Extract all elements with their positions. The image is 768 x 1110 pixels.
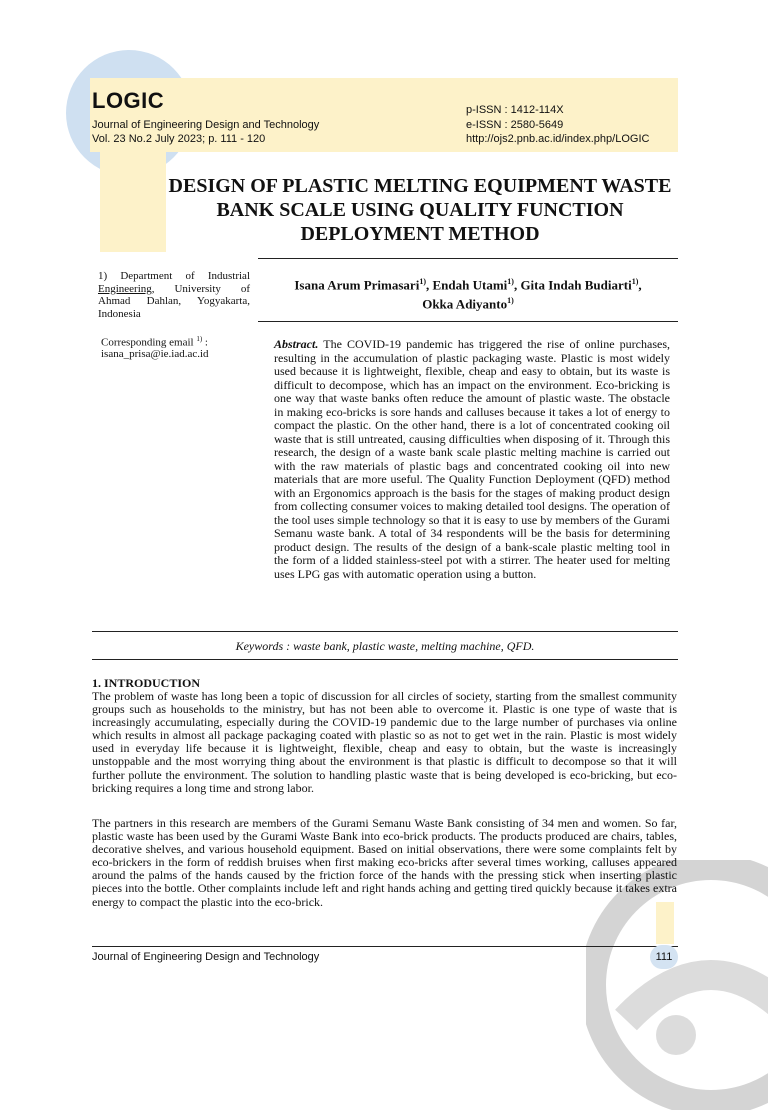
corresponding-email[interactable]: isana_prisa@ie.iad.ac.id (101, 348, 209, 360)
p-issn: p-ISSN : 1412-114X (466, 104, 564, 116)
author-sup: 1) (507, 277, 514, 286)
affiliation (98, 270, 250, 320)
author-list: Isana Arum Primasari$^{1)}$, Endah Utami$^{1)}$, Gita Indah Budiarti$^{1)}$, Okka Adiyanto$^{1)}$ (294, 277, 642, 312)
footer-journal-name: Journal of Engineering Design and Technology (92, 951, 320, 963)
author-sup: 1) (507, 296, 514, 306)
page-number-badge: 111 (650, 945, 678, 969)
journal-name: LOGIC (92, 88, 165, 113)
keywords: Keywords : waste bank, plastic waste, melting machine, QFD. (235, 639, 535, 653)
abstract (274, 338, 670, 581)
corresponding-email-label: Corresponding email $^{1)}$ : (101, 335, 208, 349)
author-name: Isana Arum Primasari (294, 277, 420, 293)
keywords-bottom-rule (92, 659, 678, 660)
author-sup: 1) (631, 277, 639, 286)
affiliation-suffix: University of Ahmad Dahlan, Yogyakarta, Indonesia (98, 282, 250, 320)
affiliation-prefix: 1) Department of Industrial (98, 270, 250, 282)
corresponding-sup: 1) (196, 335, 203, 343)
journal-subtitle: Journal of Engineering Design and Technology (92, 119, 320, 131)
footer-rule (92, 946, 678, 947)
author-name: Endah Utami (432, 277, 508, 293)
affiliation-underlined: Engineering, (98, 282, 155, 295)
abstract-text: The COVID-19 pandemic has triggered the rise of online purchases, resulting in the accumulation of plastic packaging waste. Plastic is most widely used because it is lightweight, flexible, cheap and easy to obtain, but its waste is difficult to decompose, which has an impact on the environment. Eco-bricking is one way that waste banks often reduce the amount of plastic waste. The obstacle in making eco-bricks is sore hands and calluses because it takes a lot of energy to compact the plastic. On the other hand, there is a lot of concentrated cooking oil waste that is still untreated, causing difficulties when disposing of it. Through this research, the design of a waste bank scale plastic melting machine is carried out with the raw materials of plastic bags and concentrated cooking oil into new materials that are more useful. The Quality Function Deployment (QFD) method with an Ergonomics approach is the basis for the stages of making product design from collecting consumer voices to making detailed tool designs. The operation of the tool uses simple technology so that it is easy to use by members of the Gurami Semanu waste bank. A total of 34 respondents will be the basis for determining product design. The results of the design of a bank-scale plastic melting tool in the form of a lidded stainless-steel pot with a stirrer. The heater used for melting uses LPG gas with automatic operation using a button. (274, 337, 670, 581)
volume-info: Vol. 23 No.2 July 2023; p. 111 - 120 (92, 133, 266, 145)
abstract-label: Abstract. (274, 337, 319, 351)
body-paragraph: The partners in this research are members of the Gurami Semanu Waste Bank consisting of 34 men and women. So far, plastic waste has been used by the Gurami Waste Bank into eco-brick products. The products produced are chairs, tables, decorative shelves, and various household equipment. Based on initial observations, there were some complaints felt by eco-brickers in the form of reddish bruises when first making eco-bricks after several times working, calluses appeared around the palms of the hands caused by the friction force of the hands with the pressing stick when inserting plastic pieces into the bottle. Other complaints include left and right hands aching and getting tired quickly because it takes extra energy to compact the plastic into the eco-brick. (92, 816, 677, 909)
keywords-top-rule (92, 631, 678, 632)
body-paragraph: The problem of waste has long been a topic of discussion for all circles of society, starting from the smallest community groups such as households to the ministry, but has not been able to overcome it. Plastic is one type of waste that is increasingly accumulating, especially during the COVID-19 pandemic due to the large number of purchases via online which results in almost all package packaging coated with plastic so as not to get wet in the rain. Plastic is most widely used in everyday life because it is lightweight, flexible, cheap and easy to obtain, but the waste is increasingly unstoppable and the most worrying thing about the environment is that plastic is difficult to decompose so that it will further pollute the environment. The solution to handling plastic waste that is being developed is eco-bricking, but eco-bricking requires a long time and strong labor. (92, 689, 677, 795)
author-top-rule (258, 258, 678, 259)
author-sup: 1) (419, 277, 426, 286)
journal-url-link[interactable]: http://ojs2.pnb.ac.id/index.php/LOGIC (466, 133, 650, 145)
abstract-top-rule (258, 321, 678, 322)
author-name: Gita Indah Budiarti (520, 277, 632, 293)
section-heading-introduction: 1. INTRODUCTION (92, 676, 201, 690)
article-title: DESIGN OF PLASTIC MELTING EQUIPMENT WASTE BANK SCALE USING QUALITY FUNCTION DEPLOYMENT METHOD (168, 175, 672, 245)
e-issn: e-ISSN : 2580-5649 (466, 119, 564, 131)
author-name: Okka Adiyanto (422, 296, 508, 312)
